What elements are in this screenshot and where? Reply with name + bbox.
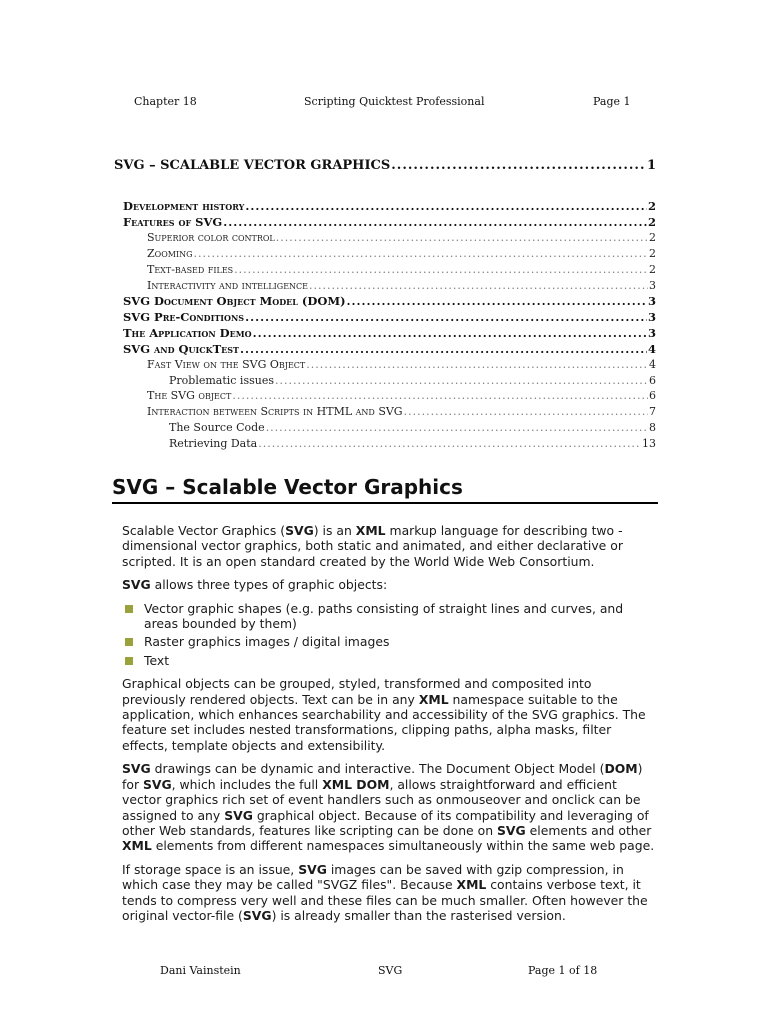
toc-entry-page: 2 bbox=[647, 215, 656, 229]
list-item bbox=[122, 634, 658, 649]
section-heading: SVG – Scalable Vector Graphics bbox=[112, 474, 658, 504]
toc-leader-dots bbox=[391, 158, 646, 174]
toc-entry[interactable] bbox=[114, 278, 656, 294]
square-bullet-icon bbox=[125, 638, 133, 646]
text-run: drawings can be dynamic and interactive. The Document Object Model ( bbox=[150, 761, 605, 777]
body-paragraph bbox=[122, 862, 658, 924]
footer-topic: SVG bbox=[378, 964, 403, 977]
toc-entry-title: SVG Document Object Model (DOM) bbox=[123, 294, 346, 308]
toc-leader-dots bbox=[245, 309, 647, 325]
text-run: Scalable Vector Graphics ( bbox=[122, 523, 286, 538]
text-run: ) for bbox=[122, 761, 643, 792]
toc-entry[interactable] bbox=[114, 262, 656, 278]
toc-entry-title: Problematic issues bbox=[169, 374, 274, 387]
toc-entry-page: 3 bbox=[647, 326, 656, 340]
bold-term: XML DOM bbox=[322, 776, 390, 792]
toc-entry-page: 4 bbox=[647, 342, 656, 356]
toc-entry-title: The SVG object bbox=[147, 389, 232, 402]
text-run: markup language for describing two - dimensional vector graphics, both static and animated, and either declarative or scripted. It is an open standard created by the World Wide Web Consortium. bbox=[122, 523, 623, 569]
header-title: Scripting Quicktest Professional bbox=[304, 95, 485, 108]
toc-leader-dots bbox=[306, 357, 648, 373]
toc-entry-page: 13 bbox=[642, 437, 656, 450]
toc-entry[interactable] bbox=[114, 404, 656, 420]
toc-entry-page: 4 bbox=[649, 358, 656, 371]
toc-entry-page: 2 bbox=[649, 263, 656, 276]
bold-term: XML bbox=[456, 877, 487, 893]
toc-entry[interactable] bbox=[114, 309, 656, 325]
text-run: ) is already smaller than the rasterised version. bbox=[271, 907, 566, 923]
toc-entry[interactable] bbox=[114, 293, 656, 309]
list-item-text: Raster graphics images / digital images bbox=[144, 634, 390, 650]
toc-entry[interactable] bbox=[114, 341, 656, 357]
toc-entry-title: Interaction between Scripts in HTML and SVG bbox=[147, 405, 403, 418]
body-paragraph bbox=[122, 761, 658, 853]
toc-entry-page: 1 bbox=[646, 158, 656, 173]
toc-leader-dots bbox=[276, 230, 648, 246]
header-page: Page 1 bbox=[593, 95, 631, 108]
paragraphs-main bbox=[122, 676, 658, 923]
toc-entry-title: SVG – SCALABLE VECTOR GRAPHICS bbox=[114, 158, 391, 173]
bullet-list bbox=[122, 601, 658, 669]
bold-term: SVG bbox=[122, 577, 151, 593]
bold-term: SVG bbox=[298, 861, 327, 877]
bold-term: SVG bbox=[242, 907, 272, 923]
toc-entry-title: Retrieving Data bbox=[169, 437, 258, 450]
toc-leader-dots bbox=[253, 325, 647, 341]
toc-entry-title: The Source Code bbox=[169, 421, 265, 434]
text-run: If storage space is an issue, bbox=[122, 861, 299, 877]
toc-entry-title: Zooming bbox=[147, 247, 193, 260]
bold-term: DOM bbox=[604, 761, 638, 777]
paragraphs-intro bbox=[122, 523, 658, 593]
text-run: contains verbose text, it tends to compress very well and these files can be much smaller. Often however the original vector-file ( bbox=[122, 877, 648, 923]
toc-leader-dots bbox=[266, 420, 648, 436]
list-item bbox=[122, 653, 658, 668]
toc-entry-page: 3 bbox=[649, 279, 656, 292]
toc-entry-title: Superior color control bbox=[147, 231, 275, 244]
text-run: elements from different namespaces simultaneously within the same web page. bbox=[151, 838, 655, 854]
toc-entry-page: 2 bbox=[649, 231, 656, 244]
toc-entry-page: 3 bbox=[647, 294, 656, 308]
list-item bbox=[122, 601, 658, 632]
toc-entry-title: Interactivity and intelligence bbox=[147, 279, 308, 292]
toc-entry-page: 2 bbox=[647, 199, 656, 213]
toc-entry-page: 8 bbox=[649, 421, 656, 434]
toc-leader-dots bbox=[404, 404, 648, 420]
toc-entry-page: 2 bbox=[649, 247, 656, 260]
toc-entry-page: 3 bbox=[647, 310, 656, 324]
toc-entry-page: 6 bbox=[649, 374, 656, 387]
text-run: graphical object. Because of its compatibility and leveraging of other Web standards, features like scripting can be done on bbox=[122, 807, 649, 838]
toc-leader-dots bbox=[258, 436, 641, 452]
toc-entry-page: 6 bbox=[649, 389, 656, 402]
toc-entry[interactable] bbox=[114, 246, 656, 262]
toc-leader-dots bbox=[309, 278, 648, 294]
bold-term: SVG bbox=[285, 523, 314, 538]
toc-leader-dots bbox=[234, 262, 648, 278]
toc-entry[interactable] bbox=[114, 198, 656, 214]
toc-leader-dots bbox=[223, 214, 647, 230]
text-run: elements and other bbox=[525, 822, 652, 838]
toc-leader-dots bbox=[232, 388, 648, 404]
body-paragraph bbox=[122, 676, 658, 753]
toc-entry-page: 7 bbox=[649, 405, 656, 418]
toc-leader-dots bbox=[275, 373, 648, 389]
bold-term: SVG bbox=[142, 776, 172, 792]
toc-entry[interactable] bbox=[114, 436, 656, 452]
text-run: Graphical objects can be grouped, styled, transformed and composited into previously rendered objects. Text can be in any bbox=[122, 676, 592, 707]
list-item-text: Text bbox=[144, 652, 170, 668]
toc-entry[interactable] bbox=[114, 214, 656, 230]
text-run: allows three types of graphic objects: bbox=[150, 577, 388, 593]
square-bullet-icon bbox=[125, 605, 133, 613]
toc-entry[interactable] bbox=[114, 420, 656, 436]
text-run: namespace suitable to the application, which enhances searchability and accessibility of the SVG graphics. The feature set includes nested transformations, clipping paths, alpha masks, filter effects, template objects and extensibility. bbox=[122, 691, 646, 753]
body-paragraph bbox=[122, 523, 658, 569]
text-run: images can be saved with gzip compression, in which case they may be called "SVGZ files". Because bbox=[122, 861, 624, 893]
toc-entry-title: SVG and QuickTest bbox=[123, 342, 239, 356]
toc-leader-dots bbox=[347, 293, 647, 309]
toc-entry-title: The Application Demo bbox=[123, 326, 252, 340]
footer-page: Page 1 of 18 bbox=[528, 964, 598, 977]
bold-term: XML bbox=[122, 838, 152, 854]
bold-term: XML bbox=[418, 691, 449, 707]
toc-entry[interactable] bbox=[114, 388, 656, 404]
text-run: , allows straightforward and efficient vector graphics rich set of event handlers such as onmouseover and onclick can be assigned to any bbox=[122, 776, 641, 823]
bold-term: SVG bbox=[224, 807, 253, 823]
toc-entry[interactable] bbox=[114, 325, 656, 341]
toc-leader-dots bbox=[245, 198, 647, 214]
body-paragraph bbox=[122, 577, 658, 592]
toc-entry[interactable] bbox=[114, 373, 656, 389]
text-run: ) is an bbox=[313, 523, 356, 538]
toc-leader-dots bbox=[240, 341, 647, 357]
toc-entry-title: Fast View on the SVG Object bbox=[147, 358, 306, 371]
toc-entry-title: Text-based files bbox=[147, 263, 234, 276]
toc-entry-title: SVG Pre-Conditions bbox=[123, 310, 245, 324]
bold-term: XML bbox=[355, 523, 386, 538]
bold-term: SVG bbox=[122, 761, 151, 777]
header-chapter: Chapter 18 bbox=[134, 95, 197, 108]
toc-leader-dots bbox=[194, 246, 648, 262]
section-body bbox=[122, 523, 658, 931]
toc-entry[interactable] bbox=[114, 357, 656, 373]
footer-author: Dani Vainstein bbox=[160, 964, 241, 977]
text-run: , which includes the full bbox=[171, 776, 323, 792]
toc-entry-title: Development history bbox=[123, 199, 245, 213]
square-bullet-icon bbox=[125, 657, 133, 665]
toc-entry[interactable] bbox=[114, 230, 656, 246]
toc-entry[interactable] bbox=[114, 158, 656, 174]
toc-entry-title: Features of SVG bbox=[123, 215, 223, 229]
bold-term: SVG bbox=[497, 822, 526, 838]
list-item-text: Vector graphic shapes (e.g. paths consisting of straight lines and curves, and areas bounded by them) bbox=[144, 600, 624, 632]
